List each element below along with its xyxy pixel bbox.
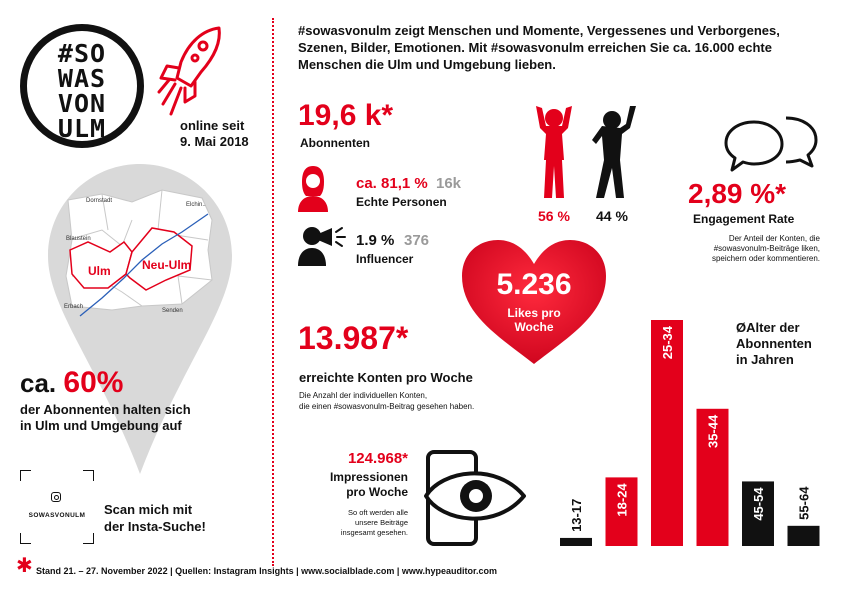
phone-eye-icon xyxy=(424,448,528,548)
impressions-desc-line2: unsere Beiträge xyxy=(355,518,408,527)
city-neu-ulm: Neu-Ulm xyxy=(142,258,192,272)
local-share xyxy=(20,366,123,400)
impressions-label xyxy=(300,470,408,500)
real-persons-label: Echte Personen xyxy=(356,195,447,209)
speech-bubbles-icon xyxy=(724,114,820,178)
likes-label-line1: Likes pro xyxy=(507,306,561,320)
rocket-icon xyxy=(155,22,227,122)
scan-line1: Scan mich mit xyxy=(104,502,193,517)
local-share-value: 60% xyxy=(63,366,124,399)
footnote-asterisk-icon: ✱ xyxy=(16,555,33,577)
reach-desc xyxy=(299,390,474,412)
local-share-line2: in Ulm und Umgebung auf xyxy=(20,418,182,433)
male-share: 44 % xyxy=(596,208,628,224)
engagement-rate-label: Engagement Rate xyxy=(693,212,795,226)
instagram-icon xyxy=(51,492,61,502)
engagement-desc-line2: #sowasvonulm-Beiträge liken, xyxy=(713,244,820,253)
engagement-desc-line1: Der Anteil der Konten, die xyxy=(728,234,820,243)
vertical-divider xyxy=(272,18,274,566)
age-title-line1: ØAlter der xyxy=(736,320,800,335)
male-figure-icon xyxy=(590,104,642,200)
impressions-label-line2: pro Woche xyxy=(346,485,408,499)
impressions-desc xyxy=(300,508,408,538)
online-since-line1: online seit xyxy=(180,118,245,133)
qr-corner xyxy=(83,533,94,544)
influencer-pct: 1.9 % xyxy=(356,232,395,249)
female-figure-icon xyxy=(530,104,578,200)
female-share: 56 % xyxy=(538,208,570,224)
sowasvonulm-logo xyxy=(20,24,144,148)
age-bar-label-25-34: 25-34 xyxy=(660,326,675,360)
age-bar-label-55-64: 55-64 xyxy=(796,486,812,520)
age-title-line2: Abonnenten xyxy=(736,336,812,351)
city-ulm: Ulm xyxy=(88,264,111,278)
real-persons-count: 16k xyxy=(436,175,462,192)
place-blaustein: Blaustein xyxy=(66,236,91,242)
reach-desc-line1: Die Anzahl der individuellen Konten, xyxy=(299,391,428,400)
subscriber-label: Abonnenten xyxy=(300,136,370,150)
age-bar-label-13-17: 13-17 xyxy=(569,498,584,532)
qr-corner xyxy=(20,470,31,481)
age-bar-55-64 xyxy=(788,526,820,546)
instagram-qr-code[interactable] xyxy=(20,470,94,544)
person-icon xyxy=(296,164,330,212)
age-bar-13-17 xyxy=(560,538,592,546)
engagement-desc-line3: speichern oder kommentieren. xyxy=(711,254,820,263)
influencer-label: Influencer xyxy=(356,252,414,266)
age-title-line3: in Jahren xyxy=(736,352,794,367)
local-share-line1: der Abonnenten halten sich xyxy=(20,402,191,417)
place-dornstadt: Dornstadt xyxy=(86,198,113,204)
local-share-desc xyxy=(20,402,260,434)
place-elchingen: Elchin.. xyxy=(186,202,206,208)
age-bar-label-45-54: 45-54 xyxy=(751,487,766,521)
age-bar-label-35-44: 35-44 xyxy=(705,414,721,449)
footer-sources: Stand 21. – 27. November 2022 | Quellen: Instagram Insights | www.socialblade.com | www.hypeauditor.com xyxy=(36,566,498,576)
megaphone-person-icon xyxy=(298,224,350,266)
qr-corner xyxy=(20,533,31,544)
impressions-value: 124.968* xyxy=(347,450,408,467)
engagement-rate-value: 2,89 %* xyxy=(688,178,787,209)
impressions-desc-line3: insgesamt gesehen. xyxy=(340,528,408,537)
logo-line-1: #SO xyxy=(57,39,107,68)
influencer-count: 376 xyxy=(404,232,430,249)
logo-line-3: VON xyxy=(57,89,107,118)
reach-value: 13.987* xyxy=(298,320,409,356)
local-share-prefix: ca. xyxy=(20,368,57,398)
scan-line2: der Insta-Suche! xyxy=(104,519,206,534)
impressions-desc-line1: So oft werden alle xyxy=(347,508,408,517)
real-persons-pct: ca. 81,1 % xyxy=(356,175,428,192)
qr-corner xyxy=(83,470,94,481)
impressions-label-line1: Impressionen xyxy=(329,470,408,484)
engagement-rate-desc xyxy=(660,234,820,264)
place-erbach: Erbach xyxy=(64,304,84,310)
age-chart-title xyxy=(736,320,812,368)
subscriber-count: 19,6 k* xyxy=(298,99,394,132)
scan-hint xyxy=(104,501,206,535)
logo-line-4: ULM xyxy=(57,114,107,143)
map-labels xyxy=(62,180,218,320)
logo-line-2: WAS xyxy=(57,64,107,93)
intro-text: #sowasvonulm zeigt Menschen und Momente, Vergessenes und Verborgenes, Szenen, Bilder, Emotionen. Mit #sowasvonulm erreichen Sie ca. 16.000 echte Menschen die Ulm und Umgebung lieben. xyxy=(298,23,780,72)
reach-label: erreichte Konten pro Woche xyxy=(299,370,473,385)
online-since xyxy=(180,118,249,150)
qr-handle: SOWASVONULM xyxy=(28,512,86,519)
online-since-date: 9. Mai 2018 xyxy=(180,134,249,149)
age-bar-label-18-24: 18-24 xyxy=(614,483,630,517)
place-senden: Senden xyxy=(162,308,183,314)
likes-label-line2: Woche xyxy=(514,320,554,334)
likes-value: 5.236 xyxy=(496,268,572,301)
reach-desc-line2: die einen #sowasvonulm-Beitrag gesehen haben. xyxy=(299,402,475,411)
